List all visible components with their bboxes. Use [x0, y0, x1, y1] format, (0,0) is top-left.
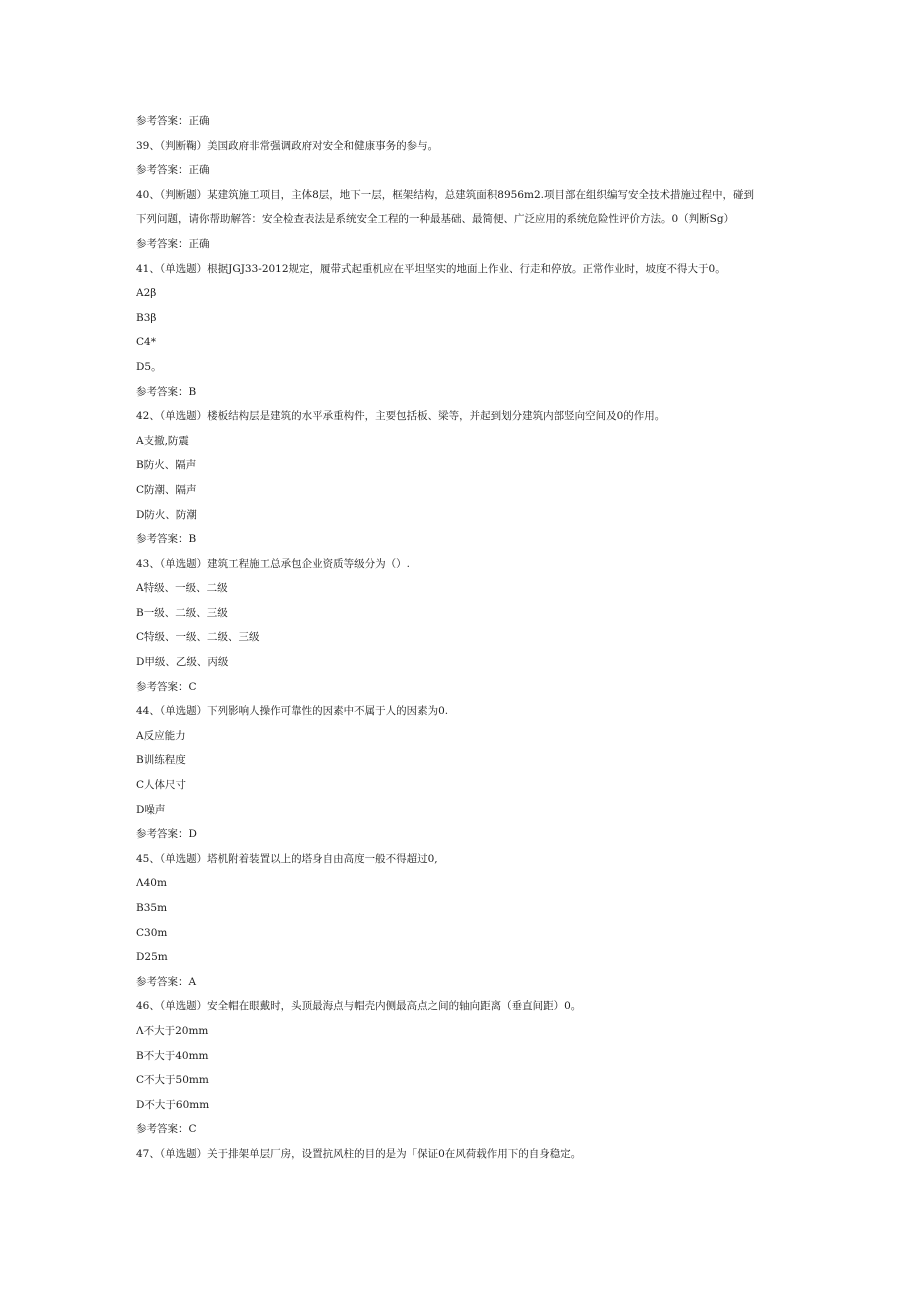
answer-line: 参考答案：B [136, 385, 197, 398]
question-45: 45、（单选题）塔机附着装置以上的塔身自由高度一般不得超过0, [136, 852, 438, 865]
answer-line: 参考答案：A [136, 975, 197, 988]
question-list [136, 109, 786, 1167]
answer-line: 参考答案：B [136, 533, 197, 546]
question-43: 43、（单选题）建筑工程施工总承包企业资质等级分为（）. [136, 557, 410, 570]
option-d: D防火、防潮 [136, 508, 197, 521]
option-d: D甲级、乙级、丙级 [136, 656, 229, 669]
option-c: C4* [136, 336, 156, 349]
option-a: Λ40m [136, 877, 167, 890]
option-a: A反应能力 [136, 729, 186, 742]
question-40-line-2: 下列问题，请你帮助解答：安全检查表法是系统安全工程的一种最基础、最简便、广泛应用的系统危险性评价方法。0（判断Sg） [136, 213, 735, 226]
option-a: A2β [136, 287, 157, 300]
question-44: 44、（单选题）下列影响人操作可靠性的因素中不属于人的因素为0. [136, 705, 449, 718]
option-a: A特级、一级、二级 [136, 582, 228, 595]
answer-line: 参考答案：C [136, 1123, 197, 1136]
option-b: B训练程度 [136, 754, 186, 767]
option-d: D不大于60mm [136, 1098, 210, 1111]
option-a: A支撤,防震 [136, 434, 189, 447]
question-47: 47、（单选题）关于排架单层厂房，设置抗风柱的目的是为「保证0在风荷载作用下的自身稳定。 [136, 1147, 582, 1160]
answer-line: 参考答案：正确 [136, 237, 210, 250]
option-c: C人体尺寸 [136, 779, 187, 792]
option-d: D5。 [136, 360, 162, 373]
question-46: 46、（单选题）安全帽在眼戴时，头顶最海点与帽壳内侧最高点之间的轴向距离（垂直间距）0。 [136, 1000, 582, 1013]
option-d: D噪声 [136, 803, 166, 816]
answer-line: 参考答案：正确 [136, 164, 210, 177]
option-c: C特级、一级、二级、三级 [136, 631, 260, 644]
option-c: C不大于50mm [136, 1074, 209, 1087]
question-41: 41、（单选题）根据JGJ33-2012规定，履带式起重机应在平坦坚实的地面上作业、行走和停放。正常作业时，坡度不得大于0。 [136, 262, 726, 275]
answer-line: 参考答案：正确 [136, 115, 210, 127]
option-c: C30m [136, 926, 168, 939]
answer-line: 参考答案：D [136, 828, 197, 841]
option-c: C防潮、隔声 [136, 483, 197, 496]
answer-line: 参考答案：C [136, 680, 197, 693]
option-b: B不大于40mm [136, 1049, 209, 1062]
question-40-line-1: 40、（判断题）某建筑施工项目，主体8层，地下一层，框架结构，总建筑面积8956m2.项目部在组织编写安全技术措施过程中，碰到 [136, 188, 754, 201]
option-d: D25m [136, 951, 168, 964]
question-39: 39、（判断鞠）美国政府非常强调政府对安全和健康事务的参与。 [136, 139, 439, 152]
option-b: B3β [136, 311, 157, 324]
option-a: Λ不大于20mm [136, 1024, 209, 1037]
option-b: B一级、二级、三级 [136, 606, 228, 619]
option-b: B35m [136, 902, 168, 914]
option-b: B防火、隔声 [136, 459, 197, 472]
question-42: 42、（单选题）楼板结构层是建筑的水平承重构件，主要包括板、梁等，并起到划分建筑内部竖向空间及0的作用。 [136, 410, 666, 423]
